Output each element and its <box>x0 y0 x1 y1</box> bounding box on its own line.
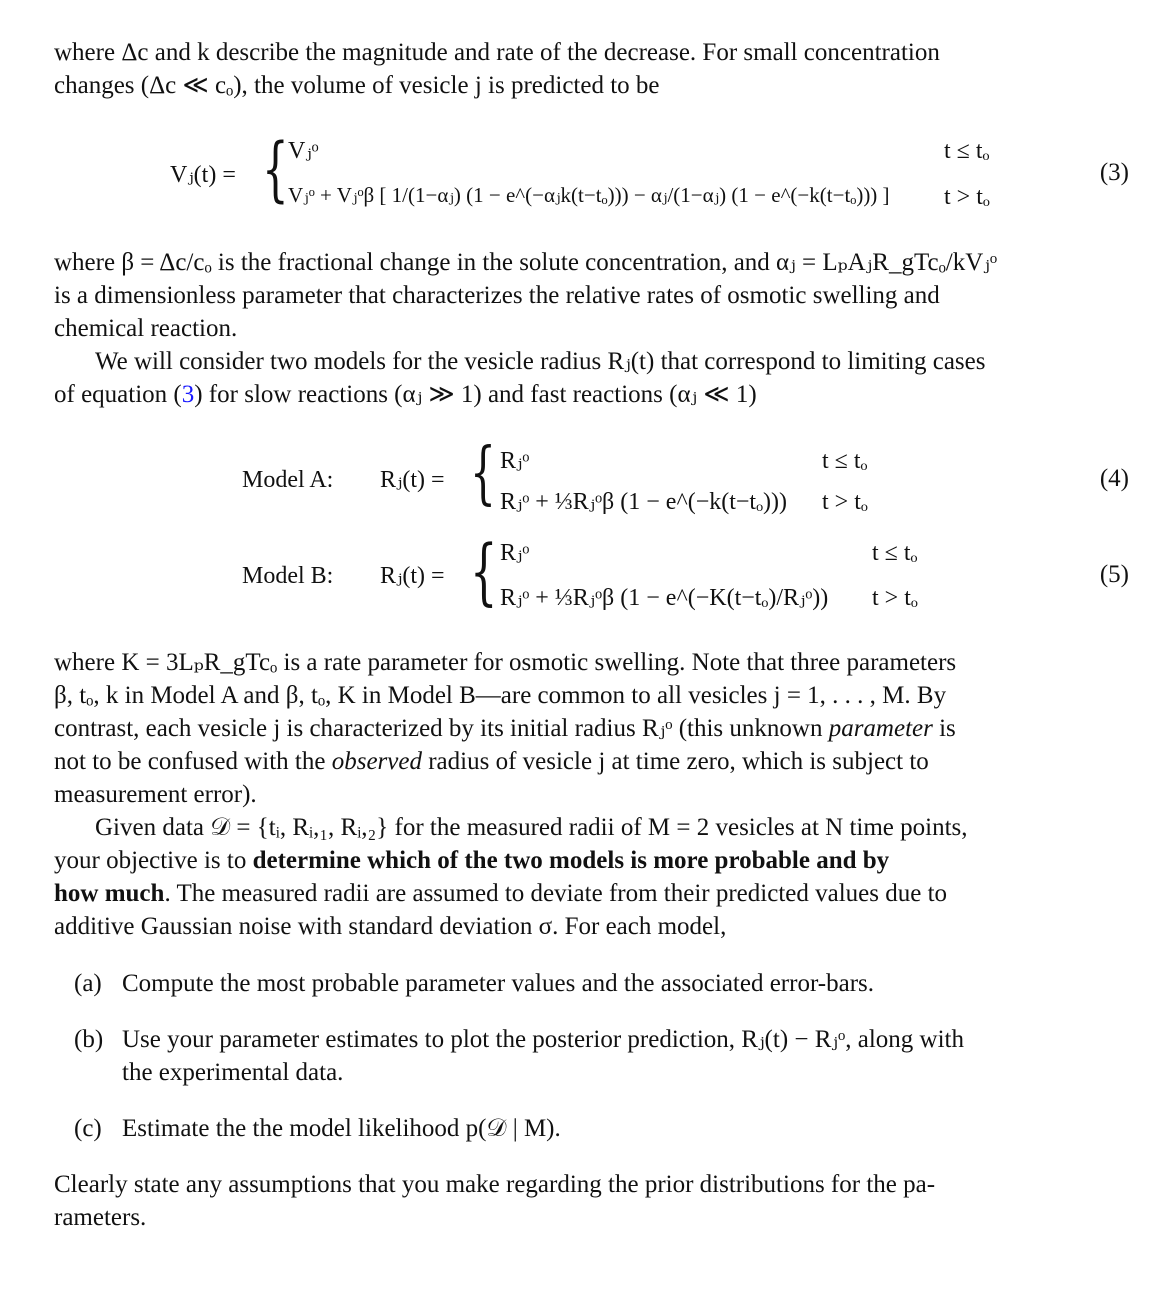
text-line: Given data 𝒟 = {tᵢ, Rᵢ,₁, Rᵢ,₂} for the measured radii of M = 2 vesicles at N time points, <box>95 814 968 841</box>
left-brace-icon: { <box>470 434 496 513</box>
text-line: where Δc and k describe the magnitude and rate of the decrease. For small concentration <box>54 39 940 66</box>
equation-case1-cond: t ≤ tₒ <box>872 540 918 566</box>
equation-case1-cond: t ≤ tₒ <box>944 138 990 164</box>
model-a-label: Model A: <box>242 467 334 493</box>
emphasis: observed <box>331 748 422 775</box>
text-line: not to be confused with the observed radius of vesicle j at time zero, which is subject to <box>54 748 929 775</box>
equation-lhs: Rⱼ(t) = <box>380 467 445 493</box>
equation-lhs: Vⱼ(t) = <box>170 162 236 188</box>
equation-case2-cond: t > tₒ <box>872 585 918 611</box>
equation-case2-expr: Vⱼᵒ + Vⱼᵒβ [ 1/(1−αⱼ) (1 − e^(−αⱼk(t−tₒ))) − αⱼ/(1−αⱼ) (1 − e^(−k(t−tₒ))) ] <box>288 183 890 207</box>
paragraph-beta-alpha <box>54 246 1130 345</box>
text-line: contrast, each vesicle j is characterized by its initial radius Rⱼᵒ (this unknown parameter is <box>54 715 956 742</box>
text-line: is a dimensionless parameter that characterizes the relative rates of osmotic swelling and <box>54 282 940 309</box>
text-line: β, tₒ, k in Model A and β, tₒ, K in Model B—are common to all vesicles j = 1, . . . , M. By <box>54 682 947 709</box>
paragraph-assumptions <box>54 1168 1130 1234</box>
list-item-label: (b) <box>74 1026 104 1053</box>
equation-case2-expr: Rⱼᵒ + ⅓Rⱼᵒβ (1 − e^(−K(t−tₒ)/Rⱼᵒ)) <box>500 585 829 611</box>
text-line: where K = 3LₚR_gTcₒ is a rate parameter for osmotic swelling. Note that three parameters <box>54 649 957 676</box>
text-line: We will consider two models for the vesicle radius Rⱼ(t) that correspond to limiting cases <box>95 348 986 375</box>
text-line: rameters. <box>54 1204 147 1231</box>
equation-number: (5) <box>1099 561 1129 588</box>
equation-case1-expr: Rⱼᵒ <box>500 448 530 474</box>
text-line: additive Gaussian noise with standard deviation σ. For each model, <box>54 913 727 940</box>
equation-case1-expr: Vⱼᵒ <box>288 138 319 164</box>
equation-lhs: Rⱼ(t) = <box>380 563 445 589</box>
equation-case2-expr: Rⱼᵒ + ⅓Rⱼᵒβ (1 − e^(−k(t−tₒ))) <box>500 489 787 515</box>
text-line: where β = Δc/cₒ is the fractional change in the solute concentration, and αⱼ = LₚAⱼR_gTcₒ/kVⱼᵒ <box>54 249 998 276</box>
paragraph-intro <box>54 36 1130 102</box>
equation-case2-cond: t > tₒ <box>822 489 868 515</box>
model-b-label: Model B: <box>242 563 334 589</box>
left-brace-icon: { <box>470 529 498 613</box>
list-item-text: Estimate the the model likelihood p(𝒟 | M). <box>122 1115 561 1142</box>
paragraph-models-intro <box>54 345 1130 411</box>
equation-reference-link[interactable]: 3 <box>181 381 195 408</box>
text-line: Clearly state any assumptions that you make regarding the prior distributions for the pa- <box>54 1171 936 1198</box>
paragraph-rate-parameter <box>54 646 1130 811</box>
text-line: changes (Δc ≪ cₒ), the volume of vesicle j is predicted to be <box>54 72 660 99</box>
text-line: your objective is to determine which of the two models is more probable and by <box>54 847 890 874</box>
list-item-text: Compute the most probable parameter values and the associated error-bars. <box>122 970 875 997</box>
emphasis: parameter <box>828 715 933 742</box>
text-line: how much. The measured radii are assumed to deviate from their predicted values due to <box>54 880 948 907</box>
bold-text: how much <box>54 880 165 907</box>
list-item-label: (c) <box>74 1115 102 1142</box>
equation-number: (4) <box>1099 465 1129 492</box>
text-line: measurement error). <box>54 781 257 808</box>
left-brace-icon: { <box>262 128 289 210</box>
paragraph-objective <box>54 811 1130 943</box>
list-item-label: (a) <box>74 970 102 997</box>
text-line: chemical reaction. <box>54 315 238 342</box>
text-line: of equation (3) for slow reactions (αⱼ ≫ 1) and fast reactions (αⱼ ≪ 1) <box>54 381 757 408</box>
equation-case1-expr: Rⱼᵒ <box>500 540 530 566</box>
equation-number: (3) <box>1099 159 1129 186</box>
equation-case1-cond: t ≤ tₒ <box>822 448 868 474</box>
list-item-text: Use your parameter estimates to plot the posterior prediction, Rⱼ(t) − Rⱼᵒ, along with the experimental data. <box>122 1026 964 1086</box>
bold-text: determine which of the two models is more probable and by <box>252 847 890 874</box>
equation-case2-cond: t > tₒ <box>944 184 990 210</box>
